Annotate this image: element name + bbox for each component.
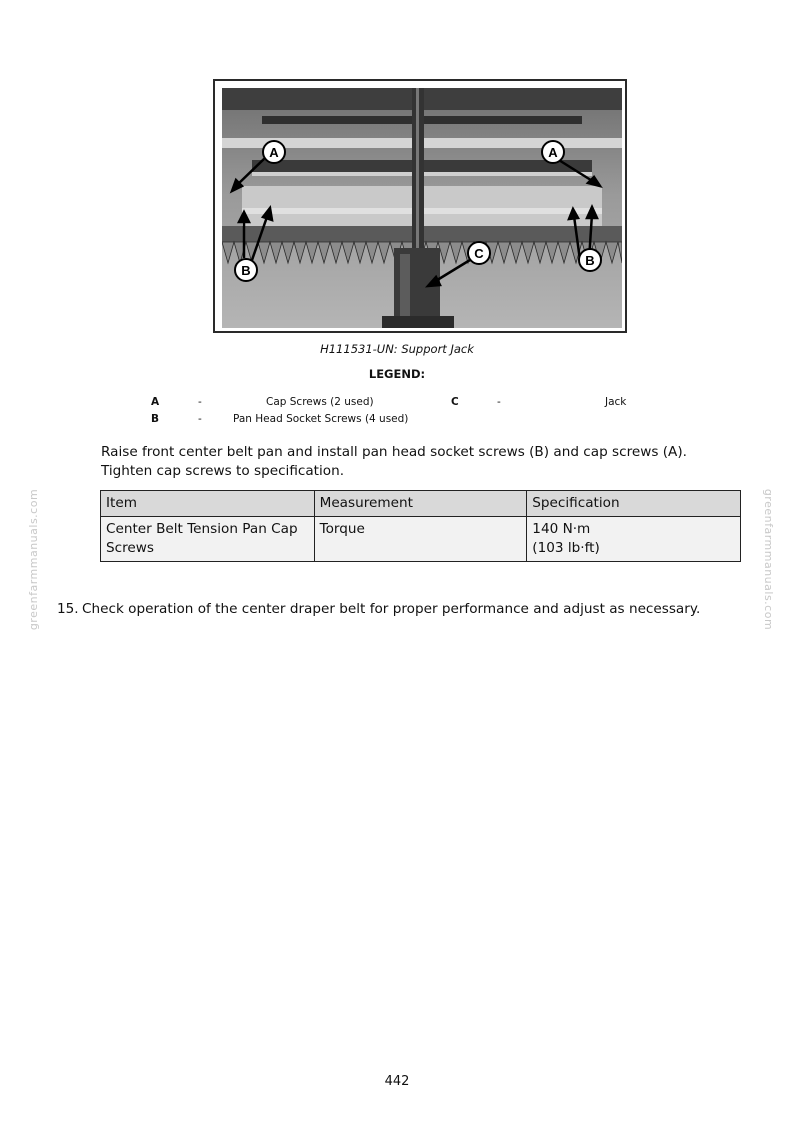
instruction-paragraph: Raise front center belt pan and install pan head socket screws (B) and cap screws (A). Tighten cap screws to specification. (101, 444, 687, 479)
table-header-row (101, 491, 741, 517)
legend-text-a: Cap Screws (2 used) (266, 396, 374, 408)
figure-caption: H111531-UN: Support Jack (320, 342, 474, 356)
watermark-right: greenfarmmanuals.com (762, 488, 776, 631)
legend-key-c: C (451, 396, 459, 408)
support-jack-photo (222, 88, 622, 328)
table-row (101, 517, 741, 562)
legend-text-c: Jack (605, 396, 627, 408)
callout-c: C (474, 246, 484, 261)
cell-item: Center Belt Tension Pan Cap Screws (101, 517, 315, 562)
specification-table (100, 490, 741, 562)
cell-specification (527, 517, 741, 562)
legend-title: LEGEND: (368, 367, 426, 381)
spec-imperial: (103 lb·ft) (532, 540, 600, 556)
legend-dash-c: - (497, 396, 501, 408)
legend-text-b: Pan Head Socket Screws (4 used) (233, 413, 409, 425)
legend-dash-a: - (198, 396, 202, 408)
callout-b-right: B (585, 253, 595, 268)
legend-key-b: B (151, 413, 160, 425)
watermark-left: greenfarmmanuals.com (27, 488, 41, 631)
callout-a-right: A (548, 145, 558, 160)
step-text: Check operation of the center draper belt for proper performance and adjust as necessary. (82, 601, 701, 617)
callout-a-left: A (269, 145, 279, 160)
callout-b-left: B (241, 263, 251, 278)
cell-measurement: Torque (314, 517, 527, 562)
header-item: Item (101, 491, 315, 517)
step-15 (57, 601, 757, 617)
page-number: 442 (384, 1074, 410, 1089)
legend-key-a: A (151, 396, 160, 408)
header-specification: Specification (527, 491, 741, 517)
figure-support-jack (213, 79, 627, 333)
header-measurement: Measurement (314, 491, 527, 517)
spec-metric: 140 N·m (532, 521, 591, 537)
step-number: 15. (57, 601, 79, 617)
legend-dash-b: - (198, 413, 202, 425)
